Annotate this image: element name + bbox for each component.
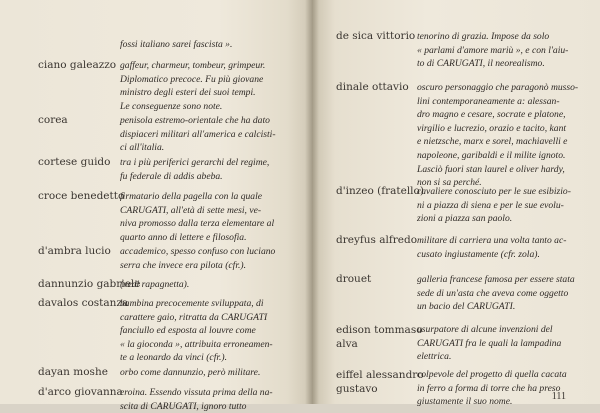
entry-name: dinale ottavio — [336, 81, 409, 93]
entry-name: d'ambra lucio — [38, 245, 111, 257]
entry-definition: penisola estremo-orientale che ha dato dispiaceri militari all'america e calcisti- ci all'italia. — [120, 115, 276, 154]
entry-name: ciano galeazzo — [38, 59, 117, 71]
book-gutter — [305, 0, 319, 404]
entry-name: cortese guido — [38, 156, 111, 168]
entry-name: d'inzeo (fratello) — [336, 185, 424, 197]
entry-definition: tra i più periferici gerarchi del regime, fu federale di addis abeba. — [120, 157, 270, 182]
entry-definition: accademico, spesso confuso con luciano serra che invece era pilota (cfr.). — [120, 246, 276, 271]
entry-name: d'arco giovanna — [38, 386, 123, 398]
entry-name: de sica vittorio — [336, 30, 416, 42]
entry-definition: fossi italiano sarei fascista ». — [120, 39, 233, 50]
entry-definition: oscuro personaggio che paragonò musso- lini contemporaneamente a: alessan- dro magno e cesare, socrate e platone, virgilio e lucrezio, orazio e tacito, kant e nietzsche, marx e sorel, machiavelli e napoleone, garibaldi e il milite ignoto. Lasciò fuori stan laurel e oliver hardy, non si sa perché. — [417, 82, 579, 189]
entry-name: dayan moshe — [38, 366, 108, 378]
page-number: 111 — [551, 391, 566, 402]
entry-name: davalos costanza — [38, 297, 129, 309]
entry-definition: firmatario della pagella con la quale CARUGATI, all'età di sette mesi, ve- niva promosso dalla terza elementare al quarto anno di lettere e filosofia. — [120, 191, 275, 243]
entry-definition: orbo come dannunzio, però militare. — [120, 367, 261, 378]
entry-definition: tenorino di grazia. Impose da solo « parlami d'amore mariù », e con l'aiu- to di CARUGATI, il neorealismo. — [417, 31, 569, 70]
entry-name: dannunzio gabriele — [38, 278, 141, 290]
entry-definition: bambina precocemente sviluppata, di carattere gaio, ritratta da CARUGATI fanciullo ed esposta al louvre come « la gioconda », attribuita erroneamen- te a leonardo da vinci (cfr.). — [120, 298, 273, 364]
entry-definition: eroina. Essendo vissuta prima della na- scita di CARUGATI, ignoro tutto — [120, 387, 273, 412]
entry-name: corea — [38, 114, 68, 126]
entry-name: edison tommaso alva — [336, 324, 423, 350]
entry-name: croce benedetto — [38, 190, 125, 202]
entry-definition: militare di carriera una volta tanto ac- cusato ingiustamente (cfr. zola). — [417, 235, 567, 260]
right-page — [312, 0, 600, 408]
entry-name: eiffel alessandro gustavo — [336, 369, 424, 395]
entry-definition: colpevole del progetto di quella cacata in ferro a forma di torre che ha preso giustamente il suo nome. — [417, 369, 567, 408]
entry-definition: cavaliere conosciuto per le sue esibizio- ni a piazza di siena e per le sue evolu- zioni a piazza san paolo. — [417, 186, 571, 225]
entry-name: drouet — [336, 273, 372, 285]
entry-name: dreyfus alfredo — [336, 234, 418, 246]
entry-definition: (vedi rapagnetta). — [120, 279, 190, 290]
entry-definition: gaffeur, charmeur, tombeur, grimpeur. Diplomatico precoce. Fu più giovane ministro degli esteri dei suoi tempi. Le conseguenze sono note. — [120, 60, 266, 112]
entry-definition: galleria francese famosa per essere stata sede di un'asta che aveva come oggetto un bacio del CARUGATI. — [417, 274, 575, 313]
entry-definition: usurpatore di alcune invenzioni del CARUGATI fra le quali la lampadina elettrica. — [417, 324, 562, 363]
